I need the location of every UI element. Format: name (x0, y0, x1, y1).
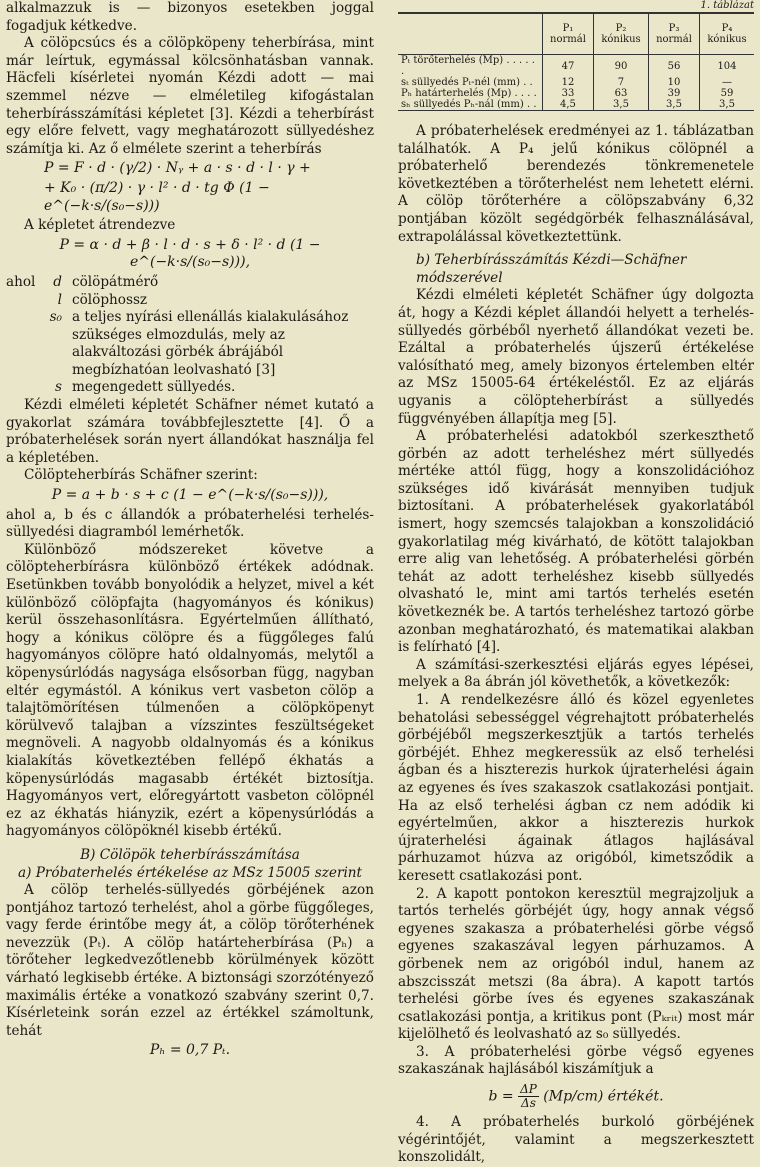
table-header: P₃ normál (649, 14, 700, 55)
paragraph-steps-intro: A számítási-szerkesztési eljárás egyes lépései, melyek a 8a ábrán jól követhetők, a következők: (398, 656, 754, 691)
table-row: Pₕ határterhelés (Mp) . . . . 33 63 39 59 (398, 88, 754, 99)
paragraph-consolidation: A próbaterhelési adatokból szerkeszthető görbén az adott terheléshez mért süllyedés mértéke attól függ, hogy a konszolidációhoz szükséges idő kivárását mennyiben tudjuk biztosítani. A próbaterhelések gyakorlatából ismert, hogy szemcsés talajokban a konszolidáció gyakorlatilag még kivárható, de kötött talajokban erre alig van lehetőség. A próbaterhelési görbén tehát az adott terheléshez kisebb süllyedés olvasható le, mint ami tartós terhelés esetén következnék be. A tartós terheléshez tartozó görbe azonban meghatározható, és matematikai alakban is felírható [4]. (398, 428, 754, 656)
definition-symbol: s₀ (49, 309, 62, 326)
definition-text: cölöphossz (72, 291, 148, 308)
definition-symbol: d (53, 273, 62, 290)
table-row: Pₜ törőterhelés (Mp) . . . . . . 47 90 56 104 (398, 55, 754, 78)
paragraph-constants: ahol a, b és c állandók a próbaterhelési terhelés-süllyedési diagramból lemérhetők. (6, 506, 374, 541)
paragraph-rearranged: A képletet átrendezve (24, 217, 176, 234)
definition-list (6, 274, 374, 397)
paragraph-schafner: Kézdi elméleti képletét Schäfner német kutató a gyakorlat számára továbbfejlesztette [4]. Ő a próbaterhelések során nyert állandókat használja fel a képletében. (6, 397, 374, 466)
formula-b: b = $\frac{\Delta P}{\Delta s}$ (Mp/cm) értékét. (488, 1082, 664, 1111)
formula-ph: Pₕ = 0,7 Pₜ. (149, 1042, 231, 1059)
right-column (398, 0, 754, 1167)
paragraph-step-3: 3. A próbaterhelési görbe végső egyenes szakaszának hajlásából kiszámítjuk a (398, 1043, 754, 1078)
paragraph-schafner-label: Cölöpteherbírás Schäfner szerint: (24, 467, 258, 484)
paragraph-schafner-method: Kézdi elméleti képletét Schäfner úgy dolgozta át, hogy a Kézdi képlet állandói helyett a terhelés-süllyedés görbéből nyerhető állandókat vezeti be. Ezáltal a próbaterhelés újszerű értékelése valósítható meg, amely bizonyos értelemben eltér az MSz 15005-64 értékeléstől. Ez az eljárás ugyanis a cölöpteherbírást a süllyedés függvényében állapítja meg [5]. (398, 287, 754, 427)
paragraph-load-test: A cölöp terhelés-süllyedés görbéjének azon pontjához tartozó terhelést, ahol a görbe függőleges, vagy ferde érintőbe megy át, a cölöp törőterhének nevezzük (Pₜ). A cölöp határteherbírása (Pₕ) a törőteher legkedvezőtlenebb körülmények között várható legkisebb értéke. A biztonsági szorzótényező maximális értéke a vonatkozó szabvány szerint 0,7. Kísérleteink során ezzel az értékkel számoltunk, tehát (6, 882, 374, 1039)
definition-ahol: ahol (6, 273, 36, 290)
formula-rearranged: P = α · d + β · l · d · s + δ · l² · d (1 − e^(−k·s/(s₀−s))), (59, 236, 321, 271)
paragraph-kezdi-theory: A cölöpcsúcs és a cölöpköpeny teherbírása, mint már leírtuk, egymással kölcsönhatásban vannak. Häcfeli kísérletei nyomán Kézdi adott — mai szemmel nézve — elméletileg kifogástalan teherbírásszámítási képletet [3]. Kézdi a teherbírást egy előre felvett, vagy meghatározott süllyedéshez számítja ki. Az ő elmélete szerint a teherbírás (6, 35, 374, 157)
left-column (6, 0, 374, 1062)
paragraph-methods: Különböző módszereket követve a cölöpteherbírásra különböző értékek adódnak. Esetünkben tovább bonyolódik a helyzet, mivel a két különböző cölöpfajta (hagyományos és kónikus) kerül összehasonlításra. Egyértelműen állítható, hogy a kónikus cölöpre és a függőleges falú hagyományos cölöpre ható oldalnyomás, melytől a köpenysúrlódás nagysága elsősorban függ, nagyban eltér egymástól. A kónikus vert vasbeton cölöp a talajtömörítésen túlmenően a cölöpköpenyt körülvevő talajban a vízszintes feszültségeket megnöveli. A nagyobb oldalnyomás és a kónikus kialakítás következtében fellépő ékhatás a köpenysúrlódás magasabb értékét biztosítja. Hagyományos vert, előregyártott vasbeton cölöpnél ez az ékhatás hiányzik, ezért a köpenysúrlódás a hagyományos cölöpöknél kisebb értékű. (6, 541, 374, 840)
formula-schafner: P = a + b · s + c (1 − e^(−k·s/(s₀−s))), (51, 487, 329, 504)
definition-text: a teljes nyírási ellenállás kialakulásához szükséges elmozdulás, mely az alakváltozási görbék ábrájából megbízhatóan leolvasható [3] (72, 309, 349, 378)
paragraph-step-2: 2. A kapott pontokon keresztül megrajzoljuk a tartós terhelés görbéjét úgy, hogy annak végső egyenes szakasza a próbaterhelési görbe végső egyenes szakaszával legyen párhuzamos. A görbenek nem az origóból indul, hanem az abszcisszát metszi (8a ábra). A kapott tartós terhelési görbe íves és egyenes szakaszának csatlakozási pontja, a kritikus pont (Pₖᵣᵢₜ) most már kijelölhető és leolvasható az s₀ süllyedés. (398, 885, 754, 1043)
table-row: sₕ süllyedés Pₕ-nál (mm) . . 4,5 3,5 3,5 3,5 (398, 99, 754, 111)
table-row: sₜ süllyedés Pₜ-nél (mm) . . 12 7 10 — (398, 77, 754, 88)
definition-text: megengedett süllyedés. (72, 379, 236, 396)
table-header: P₄ kónikus (699, 14, 754, 55)
definition-symbol: l (57, 291, 62, 308)
paragraph-step-4: 4. A próbaterhelés burkoló görbéjének végérintőjét, valamint a megszerkesztett konszolidált, (398, 1114, 754, 1166)
definition-symbol: s (55, 379, 62, 396)
paragraph-results: A próbaterhelések eredményei az 1. táblázatban találhatók. A P₄ jelű kónikus cölöpnél a próbaterhelő berendezés tönkremenetele következtében a törőterhelést nem lehetett elérni. A cölöp törőterhére a cölöpszabvány 6,32 pontjában közölt segédgörbék felhasználásával, extrapolálással következtettünk. (398, 123, 754, 245)
paragraph-intro: alkalmazzuk is — bizonyos esetekben joggal fogadjuk kétkedve. (6, 0, 374, 34)
definition-text: cölöpátmérő (72, 273, 159, 290)
subsection-heading-a: a) Próbaterhelés értékelése az MSz 15005 szerint (17, 864, 363, 881)
paragraph-step-1: 1. A rendelkezésre álló és közel egyenletes behatolási sebességgel végrehajtott próbaterhelés görbéjéből megszerkesztjük a tartós terhelés görbéjét. Ehhez megkeressük az első terhelési ágban és a hiszterezis hurkok újraterhelési ágain az egyenes és íves szakaszok csatlakozási pontjait. Ha az első terhelési ágban cz nem adódik ki egyértelműen, akkor a hiszterezis hurkok újraterhelési ágainak átlagos hajlásával párhuzamot húzva az origóból, kimetsződik a keresett csatlakozási pont. (398, 692, 754, 884)
table-header: P₁ normál (543, 14, 594, 55)
formula-kezdi-line1: P = F · d · (γ/2) · Nᵧ + a · s · d · l · γ + (44, 160, 311, 177)
subsection-heading-b: b) Teherbírásszámítás Kézdi—Schäfner módszerével (416, 252, 687, 286)
table-caption: 1. táblázat (398, 0, 754, 13)
table-header: P₂ kónikus (593, 14, 648, 55)
formula-kezdi-line2: + K₀ · (π/2) · γ · l² · d · tg Φ (1 − e^(−k·s/(s₀−s))) (44, 179, 270, 214)
results-table (398, 13, 754, 111)
formula-b-fraction: $\frac{\Delta P}{\Delta s}$ (520, 1082, 537, 1111)
section-heading-b: B) Cölöpök teherbírásszámítása (80, 846, 300, 863)
